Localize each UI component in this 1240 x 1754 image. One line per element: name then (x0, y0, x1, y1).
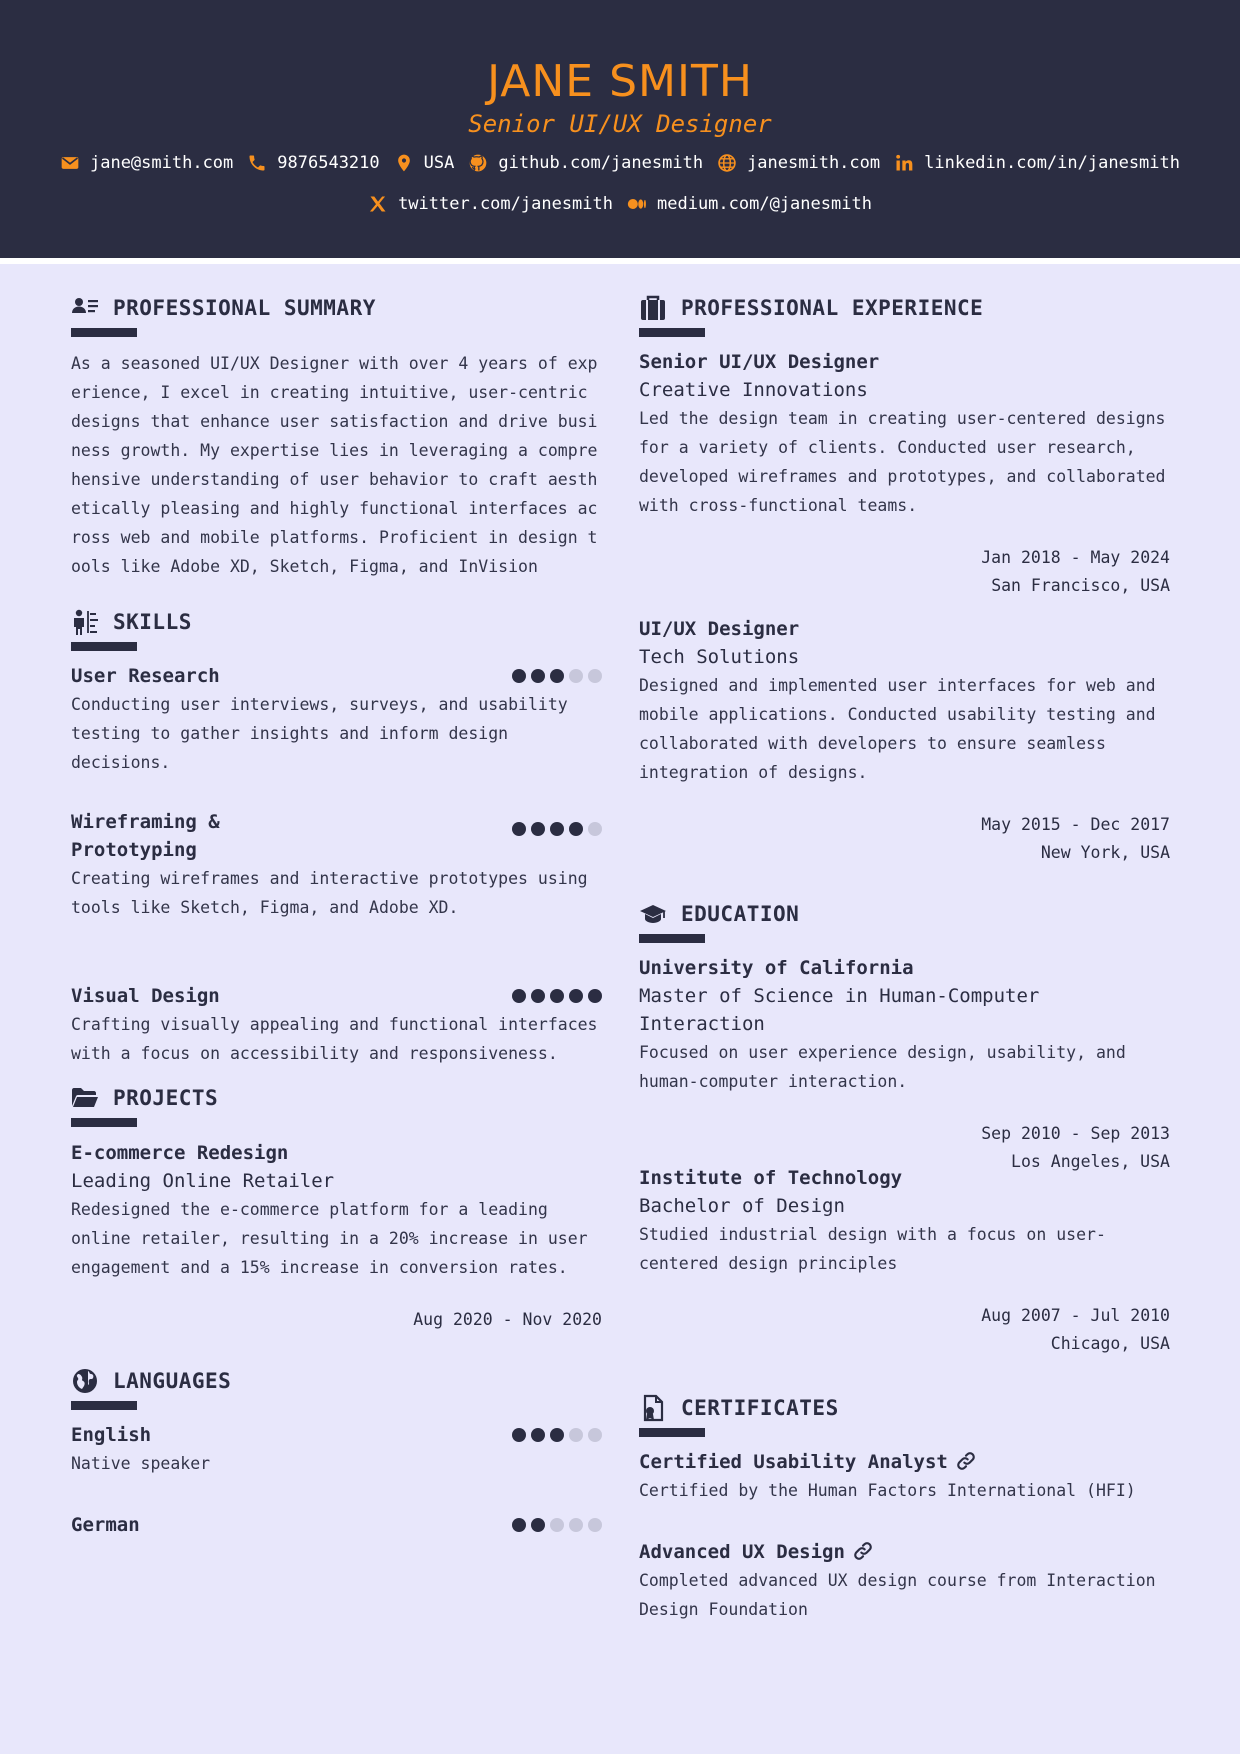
contact-text: twitter.com/janesmith (398, 194, 613, 214)
skill-item (71, 808, 602, 922)
certificate-name[interactable] (639, 1538, 1170, 1566)
contact-website[interactable] (717, 153, 880, 173)
job-title: UI/UX Designer (639, 618, 800, 640)
rating-dot-filled (531, 1428, 545, 1442)
experience-item (639, 348, 1170, 600)
contact-location (394, 153, 455, 173)
rating-dot-filled (531, 669, 545, 683)
education-title: EDUCATION (681, 902, 800, 926)
skill-name: User Research (71, 665, 220, 687)
section-underline (71, 1401, 137, 1410)
candidate-role: Senior UI/UX Designer (468, 110, 772, 138)
project-description: Redesigned the e-commerce platform for a leading online retailer, resulting in a 20% increase in user engagement and a 15% increase in conversion rates. (71, 1200, 588, 1277)
project-client: Leading Online Retailer (71, 1170, 335, 1192)
certificate-title: Certified Usability Analyst (639, 1451, 948, 1473)
school-name: Institute of Technology (639, 1167, 903, 1189)
summary-line: etically pleasing and highly functional interfaces ac (71, 499, 598, 518)
summary-line: hensive understanding of user behavior to craft aesth (71, 470, 598, 489)
rating-dot-empty (588, 1428, 602, 1442)
linkedin-icon (894, 153, 914, 173)
rating-dot-empty (588, 1518, 602, 1532)
project-name: E-commerce Redesign (71, 1142, 289, 1164)
skill-description: Crafting visually appealing and functional interfaces with a focus on accessibility and responsiveness. (71, 1015, 598, 1063)
rating-dot-filled (531, 1518, 545, 1532)
education-dates: Aug 2007 - Jul 2010 (981, 1306, 1170, 1325)
job-location: San Francisco, USA (991, 576, 1170, 595)
rating-dot-filled (550, 822, 564, 836)
skill-item (71, 662, 602, 777)
certificate-icon (639, 1394, 667, 1422)
job-dates: Jan 2018 - May 2024 (981, 548, 1170, 567)
degree-name: Bachelor of Design (639, 1195, 845, 1217)
rating-dot-filled (512, 1428, 526, 1442)
summary-line: As a seasoned UI/UX Designer with over 4 years of exp (71, 354, 598, 373)
rating-dot-empty (569, 1428, 583, 1442)
contact-linkedin[interactable] (894, 153, 1180, 173)
summary-section (71, 290, 602, 581)
education-description: Studied industrial design with a focus on user-centered design principles (639, 1225, 1106, 1273)
skill-rating (512, 989, 602, 1003)
folder-open-icon (71, 1084, 99, 1112)
certificate-item (639, 1448, 1170, 1505)
certificates-section (639, 1390, 1170, 1619)
summary-line: erience, I excel in creating intuitive, user-centric (71, 383, 588, 402)
language-item (71, 1511, 602, 1539)
projects-title: PROJECTS (113, 1086, 219, 1110)
language-item (71, 1421, 602, 1478)
rating-dot-empty (569, 1518, 583, 1532)
summary-text (71, 349, 602, 581)
contact-text: USA (423, 153, 455, 173)
job-location: New York, USA (1040, 843, 1170, 862)
rating-dot-empty (550, 1518, 564, 1532)
education-location: Los Angeles, USA (1011, 1152, 1170, 1171)
degree-name: Master of Science in Human-Computer Interaction (639, 985, 1040, 1035)
section-underline (71, 1118, 137, 1127)
contact-text: github.com/janesmith (498, 153, 704, 173)
skill-description: Conducting user interviews, surveys, and usability testing to gather insights and inform design decisions. (71, 695, 568, 772)
graduation-cap-icon (639, 900, 667, 928)
rating-dot-filled (512, 989, 526, 1003)
contact-row (0, 194, 1240, 214)
skill-rating (512, 669, 602, 683)
rating-dot-filled (588, 989, 602, 1003)
project-item (71, 1139, 602, 1334)
experience-item (639, 615, 1170, 867)
certificate-title: Advanced UX Design (639, 1541, 845, 1563)
job-dates: May 2015 - Dec 2017 (981, 815, 1170, 834)
contact-text: 9876543210 (277, 153, 380, 173)
language-note: Native speaker (71, 1454, 211, 1473)
rating-dot-filled (512, 822, 526, 836)
rating-dot-filled (512, 1518, 526, 1532)
rating-dot-empty (588, 669, 602, 683)
summary-title: PROFESSIONAL SUMMARY (113, 296, 376, 320)
education-item (639, 954, 1170, 1176)
globe-earth-icon (71, 1367, 99, 1395)
company-name: Tech Solutions (639, 646, 800, 668)
rating-dot-filled (531, 822, 545, 836)
rating-dot-filled (550, 1428, 564, 1442)
globe-icon (717, 153, 737, 173)
contact-text: linkedin.com/in/janesmith (924, 153, 1180, 173)
company-name: Creative Innovations (639, 379, 868, 401)
summary-line: ness growth. My expertise lies in leveraging a compre (71, 441, 598, 460)
rating-dot-filled (550, 669, 564, 683)
skill-name: Visual Design (71, 985, 220, 1007)
job-description: Led the design team in creating user-centered designs for a variety of clients. Conducted user research, developed wireframes and prototypes, and collaborated with cross-functional teams. (639, 409, 1166, 515)
certificate-item (639, 1538, 1170, 1624)
job-title: Senior UI/UX Designer (639, 351, 880, 373)
skill-name: Wireframing & Prototyping (71, 811, 220, 861)
skill-description: Creating wireframes and interactive prototypes using tools like Sketch, Figma, and Adobe XD. (71, 869, 588, 917)
section-underline (71, 642, 137, 651)
rating-dot-filled (550, 989, 564, 1003)
section-underline (639, 934, 705, 943)
language-name: English (71, 1424, 152, 1446)
rating-dot-filled (512, 669, 526, 683)
link-icon[interactable] (956, 1451, 976, 1471)
github-icon (468, 153, 488, 173)
education-section (639, 896, 1170, 1353)
education-description: Focused on user experience design, usability, and human-computer interaction. (639, 1043, 1126, 1091)
envelope-icon (60, 153, 80, 173)
education-dates: Sep 2010 - Sep 2013 (981, 1124, 1170, 1143)
certificate-description: Completed advanced UX design course from Interaction Design Foundation (639, 1571, 1156, 1619)
contact-github[interactable] (468, 153, 703, 173)
link-icon[interactable] (853, 1541, 873, 1561)
project-dates: Aug 2020 - Nov 2020 (413, 1310, 602, 1329)
section-underline (639, 1428, 705, 1437)
rating-dot-filled (531, 989, 545, 1003)
person-chart-icon (71, 608, 99, 636)
user-card-icon (71, 294, 99, 322)
rating-dot-filled (569, 822, 583, 836)
summary-line: designs that enhance user satisfaction and drive busi (71, 412, 598, 431)
school-name: University of California (639, 957, 914, 979)
experience-title: PROFESSIONAL EXPERIENCE (681, 296, 984, 320)
rating-dot-filled (569, 989, 583, 1003)
certificate-description: Certified by the Human Factors International (HFI) (639, 1481, 1136, 1500)
section-underline (639, 328, 705, 337)
skill-item (71, 982, 602, 1068)
projects-section (71, 1080, 602, 1334)
skills-title: SKILLS (113, 610, 192, 634)
language-rating (512, 1428, 602, 1442)
languages-title: LANGUAGES (113, 1369, 232, 1393)
contact-text: janesmith.com (747, 153, 881, 173)
rating-dot-empty (588, 822, 602, 836)
medium-icon (627, 194, 647, 214)
contact-phone[interactable] (247, 153, 379, 173)
education-location: Chicago, USA (1050, 1334, 1170, 1353)
languages-section (71, 1363, 602, 1536)
rating-dot-empty (569, 669, 583, 683)
summary-line: ools like Adobe XD, Sketch, Figma, and InVision (71, 557, 538, 576)
contact-text: jane@smith.com (89, 153, 234, 173)
skills-section (71, 604, 602, 1063)
x-twitter-icon (368, 194, 388, 214)
phone-icon (247, 153, 267, 173)
briefcase-icon (639, 294, 667, 322)
contact-medium[interactable] (627, 194, 872, 214)
contact-row (0, 153, 1240, 173)
header-divider (0, 258, 1240, 264)
certificate-name[interactable] (639, 1448, 1170, 1476)
language-rating (512, 1518, 602, 1532)
resume-header (0, 0, 1240, 258)
summary-line: ross web and mobile platforms. Proficient in design t (71, 528, 598, 547)
section-underline (71, 328, 137, 337)
contact-twitter[interactable] (368, 194, 613, 214)
map-pin-icon (394, 153, 414, 173)
certificates-title: CERTIFICATES (681, 1396, 839, 1420)
contact-email[interactable] (60, 153, 233, 173)
experience-section (639, 290, 1170, 862)
skill-rating (512, 822, 602, 836)
candidate-name: JANE SMITH (487, 56, 753, 107)
job-description: Designed and implemented user interfaces for web and mobile applications. Conducted usability testing and collaborated with developers to ensure seamless integration of designs. (639, 676, 1156, 782)
language-name: German (71, 1514, 140, 1536)
contact-text: medium.com/@janesmith (657, 194, 872, 214)
education-item (639, 1164, 1170, 1358)
